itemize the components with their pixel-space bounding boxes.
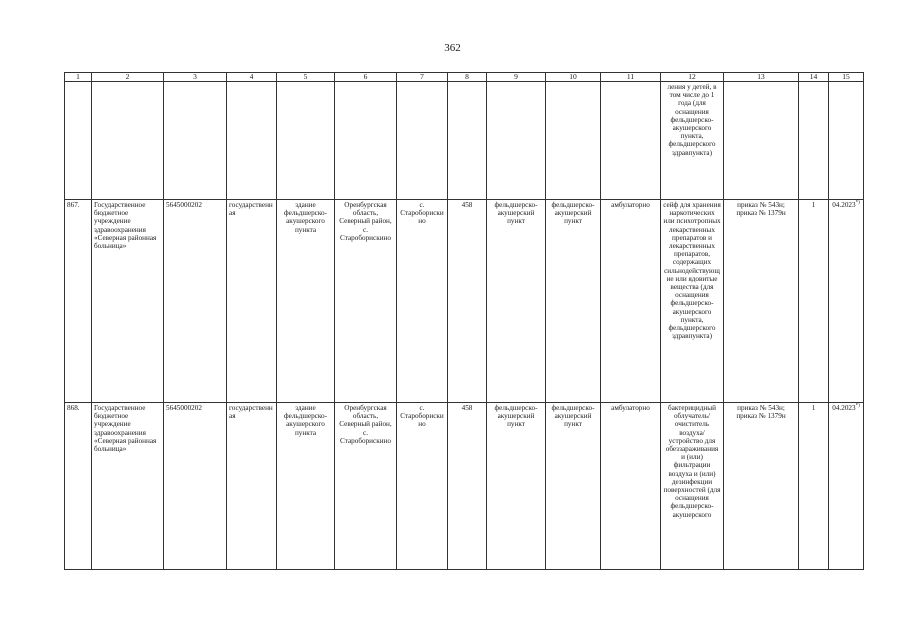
organization-cell: Государственное бюджетное учреждение здравоохранения «Северная районная больница» — [92, 403, 164, 570]
cell — [546, 82, 601, 200]
quantity-cell: 1 — [799, 403, 829, 570]
ownership-cell: государственная — [227, 200, 277, 403]
cell — [65, 82, 92, 200]
locality-cell: с. Староборискино — [397, 403, 448, 570]
address-cell: Оренбургская область, Северный район, с. Староборискино — [335, 200, 397, 403]
header-cell: 8 — [448, 73, 487, 82]
value-cell: 458 — [448, 403, 487, 570]
header-cell: 13 — [724, 73, 799, 82]
code-cell: 5645000202 — [164, 403, 227, 570]
address-cell: Оренбургская область, Северный район, с. Староборискино — [335, 403, 397, 570]
organization-cell: Государственное бюджетное учреждение здравоохранения «Северная районная больница» — [92, 200, 164, 403]
value-cell: 458 — [448, 200, 487, 403]
table-row — [65, 403, 864, 570]
unit-name-cell: фельдшерско-акушерский пункт — [546, 200, 601, 403]
row-number: 867. — [65, 200, 92, 403]
row-number: 868. — [65, 403, 92, 570]
cell — [335, 82, 397, 200]
unit-type-cell: фельдшерско-акушерский пункт — [487, 200, 546, 403]
equipment-cell: ления у детей, в том числе до 1 года (для оснащения фельдшерско-акушерского пункта, фельдшерского здравпункта) — [661, 82, 724, 200]
equipment-cell: бактерицидный облучатель/очиститель воздуха/устройство для обеззараживания и (или) фильтрации воздуха и (или) дезинфекции поверхностей (для оснащения фельдшерско-акушерского — [661, 403, 724, 570]
header-cell: 14 — [799, 73, 829, 82]
code-cell: 5645000202 — [164, 200, 227, 403]
care-mode-cell: амбулаторно — [601, 403, 661, 570]
building-cell: здание фельдшерско-акушерского пункта — [277, 403, 335, 570]
unit-name-cell: фельдшерско-акушерский пункт — [546, 403, 601, 570]
cell — [227, 82, 277, 200]
header-cell: 11 — [601, 73, 661, 82]
cell — [799, 82, 829, 200]
quantity-cell: 1 — [799, 200, 829, 403]
cell — [164, 82, 227, 200]
cell — [397, 82, 448, 200]
locality-cell: с. Староборискино — [397, 200, 448, 403]
header-cell: 1 — [65, 73, 92, 82]
header-cell: 10 — [546, 73, 601, 82]
building-cell: здание фельдшерско-акушерского пункта — [277, 200, 335, 403]
table-row — [65, 200, 864, 403]
cell — [724, 82, 799, 200]
cell — [448, 82, 487, 200]
equipment-cell: сейф для хранения наркотических или психотропных лекарственных препаратов и лекарственных препаратов, содержащих сильнодействующие или ядовитые вещества (для оснащения фельдшерско-акушерского пункта, фельдшерского здравпункта) — [661, 200, 724, 403]
cell — [601, 82, 661, 200]
unit-type-cell: фельдшерско-акушерский пункт — [487, 403, 546, 570]
header-cell: 4 — [227, 73, 277, 82]
header-cell: 15 — [829, 73, 864, 82]
order-cell: приказ № 543н; приказ № 1379н — [724, 403, 799, 570]
care-mode-cell: амбулаторно — [601, 200, 661, 403]
header-cell: 9 — [487, 73, 546, 82]
date-cell: 04.2023*) — [829, 200, 864, 403]
header-cell: 12 — [661, 73, 724, 82]
header-cell: 3 — [164, 73, 227, 82]
header-cell: 7 — [397, 73, 448, 82]
header-cell: 2 — [92, 73, 164, 82]
cell — [277, 82, 335, 200]
cell — [487, 82, 546, 200]
header-row — [65, 73, 864, 82]
date-cell: 04.2023*) — [829, 403, 864, 570]
header-cell: 6 — [335, 73, 397, 82]
ownership-cell: государственная — [227, 403, 277, 570]
register-table — [64, 72, 864, 570]
cell — [829, 82, 864, 200]
header-cell: 5 — [277, 73, 335, 82]
table-row — [65, 82, 864, 200]
page-number: 362 — [444, 42, 461, 54]
cell — [92, 82, 164, 200]
order-cell: приказ № 543н; приказ № 1379н — [724, 200, 799, 403]
